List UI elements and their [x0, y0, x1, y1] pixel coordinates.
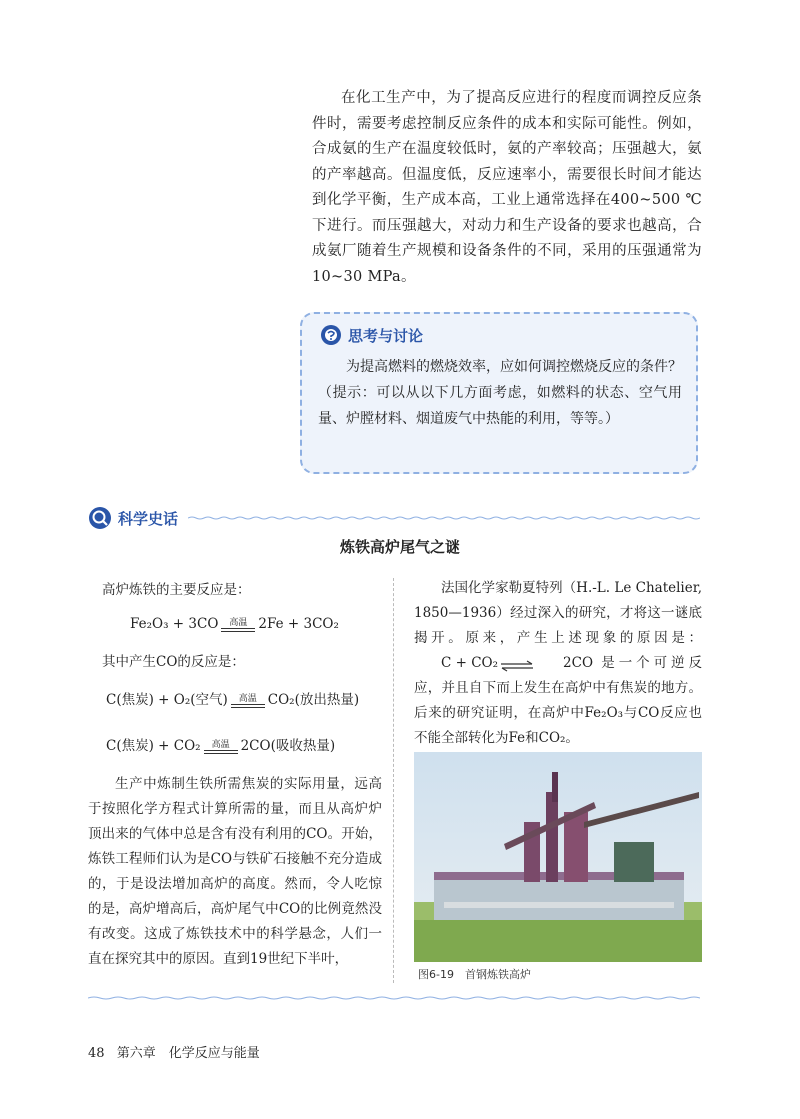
co-line: [102, 650, 382, 675]
section-wavy-rule: [188, 516, 700, 520]
column-divider: [393, 578, 394, 983]
intro-paragraph: 在化工生产中，为了提高反应进行的程度而调控反应条件时，需要考虑控制反应条件的成本和实际可能性。例如，合成氨的生产在温度较低时，氨的产率较高；压强越大，氨的产率越高。但温度低，反应速率小，需要很长时间才能达到化学平衡，生产成本高，工业上通常选择在400~500 ℃下进行。而压强越大，对动力和生产设备的要求也越高，合成氨厂随着生产规模和设备条件的不同，采用的压强通常为10~30 MPa。: [312, 90, 702, 285]
eq3-condition: 高温: [211, 740, 230, 750]
equation-2: [106, 688, 396, 713]
eq2-right: CO₂(放出热量): [267, 692, 360, 708]
left-paragraph: [88, 772, 382, 972]
le-chatelier-text-b: 是一个可逆反应，并且自下而上发生在高炉中有焦炭的地方。后来的研究证明，在高炉中Fe₂O₃与CO反应也不能全部转化为Fe和CO₂。: [414, 655, 702, 746]
science-history-icon: [88, 506, 112, 530]
eq2-arrow: [231, 694, 265, 713]
chapter-title: 第六章 化学反应与能量: [116, 1046, 260, 1061]
eq1-left: Fe₂O₃ + 3CO: [130, 616, 219, 632]
eq1-right: 2Fe + 3CO₂: [258, 616, 339, 632]
page-footer: [88, 1042, 260, 1061]
equation-3: [106, 734, 396, 759]
blast-furnace-paragraph: 生产中炼制生铁所需焦炭的实际用量，远高于按照化学方程式计算所需的量，而且从高炉炉顶出来的气体中总是含有没有利用的CO。开始，炼铁工程师们认为是CO与铁矿石接触不充分造成的，于是设法增加高炉的高度。然而，令人吃惊的是，高炉增高后，高炉尾气中CO的比例竟然没有改变。这成了炼铁技术中的科学悬念，人们一直在探究其中的原因。直到19世纪下半叶，: [88, 776, 382, 967]
main-reaction-intro: 高炉炼铁的主要反应是：: [102, 582, 251, 598]
co-reaction-intro: 其中产生CO的反应是：: [102, 654, 245, 670]
rev-left: C + CO₂: [441, 655, 499, 671]
eq3-left: C(焦炭) + CO₂: [106, 738, 201, 754]
bottom-wavy-rule: [88, 996, 700, 1000]
discussion-icon: [320, 324, 342, 346]
left-intro-line: [102, 578, 382, 603]
reversible-arrow-icon: [500, 660, 534, 672]
blast-furnace-photo: [414, 752, 702, 962]
eq3-right: 2CO(吸收热量): [240, 738, 336, 754]
intro-text-block: [312, 86, 702, 290]
eq2-condition: 高温: [238, 694, 257, 704]
think-discuss-body: [318, 354, 682, 432]
science-history-header: [88, 506, 178, 530]
eq1-condition: 高温: [229, 618, 248, 628]
eq1-arrow: [221, 618, 255, 637]
think-discuss-header: [320, 324, 423, 346]
equation-1: [130, 612, 410, 637]
think-discuss-text: 为提高燃料的燃烧效率，应如何调控燃烧反应的条件？（提示：可以从以下几方面考虑，如燃料的状态、空气用量、炉膛材料、烟道废气中热能的利用，等等。）: [318, 359, 682, 427]
le-chatelier-text-a: 法国化学家勒夏特列（H.-L. Le Chatelier, 1850—1936）经过深入的研究，才将这一谜底揭开。原来，产生上述现象的原因是：: [414, 580, 702, 646]
reversible-equation: [414, 651, 593, 676]
le-chatelier-paragraph: [414, 576, 702, 751]
figure-caption: 图6-19 首钢炼铁高炉: [418, 968, 531, 981]
right-column-text: [414, 576, 702, 751]
science-history-label: 科学史话: [118, 509, 179, 528]
eq3-arrow: [204, 740, 238, 759]
article-title: 炼铁高炉尾气之谜: [339, 538, 460, 556]
page-number: 48: [88, 1046, 105, 1061]
think-discuss-title: 思考与讨论: [348, 326, 424, 345]
eq2-left: C(焦炭) + O₂(空气): [106, 692, 228, 708]
think-discuss-box: [300, 312, 698, 474]
rev-right: 2CO: [563, 655, 594, 671]
